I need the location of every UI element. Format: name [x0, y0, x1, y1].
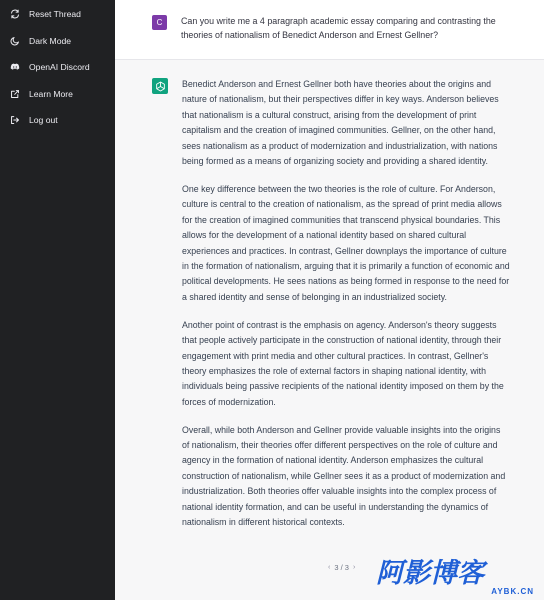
sidebar-item-dark-mode[interactable] — [0, 28, 115, 55]
next-response-button[interactable]: › — [352, 564, 356, 571]
sidebar — [0, 0, 115, 600]
watermark-url: AYBK.CN — [491, 587, 534, 596]
conversation-panel — [115, 0, 544, 600]
user-message-text: Can you write me a 4 paragraph academic essay comparing and contrasting the theories of nationalism of Benedict Anderson and Ernest Gellner? — [181, 16, 496, 40]
moon-icon — [10, 36, 20, 46]
essay-paragraph: Benedict Anderson and Ernest Gellner both have theories about the origins and nature of nationalism, but their perspectives differ in key ways. Anderson believes that nationalism is a cultural construct, arising from the development of print capitalism and the creation of imagined communities. Gellner, on the other hand, sees nationalism as a product of modernization and industrialization, with nations being formed as a means of organizing society and providing a shared identity. — [182, 79, 499, 167]
refresh-icon — [10, 9, 20, 19]
assistant-message — [115, 60, 544, 600]
response-pager — [328, 563, 355, 572]
watermark-title: 阿影博客 — [376, 558, 484, 588]
sidebar-item-label: OpenAI Discord — [29, 62, 90, 73]
sidebar-item-reset-thread[interactable] — [0, 1, 115, 28]
external-link-icon — [10, 89, 20, 99]
sidebar-item-log-out[interactable] — [0, 107, 115, 134]
essay-paragraph: Overall, while both Anderson and Gellner provide valuable insights into the origins of nationalism, their theories offer different perspectives on the role of culture and agency in the formation of national identity. Anderson emphasizes the cultural construction of nationalism, while Gellner sees it as a product of modernization and industrialization. Both theories offer valuable insights into the complex process of national identity formation, and can be useful in understanding the dynamics of nationalism in different historical contexts. — [182, 424, 506, 528]
pager-label: 3 / 3 — [334, 563, 349, 572]
watermark-logo — [376, 558, 536, 596]
previous-response-button[interactable]: ‹ — [328, 564, 331, 571]
discord-icon — [10, 62, 20, 72]
sidebar-item-openai-discord[interactable] — [0, 54, 115, 81]
essay-paragraph: Another point of contrast is the emphasis on agency. Anderson's theory suggests that people actively participate in the construction of national identity, through their engagement with print media and other cultural practices. In contrast, Gellner's theory emphasizes the role of external factors in shaping national identity, with individuals being passive recipients of the national identity imposed on them by the forces of modernization. — [182, 319, 504, 407]
sidebar-item-label: Learn More — [29, 88, 73, 99]
user-avatar: C — [152, 15, 167, 30]
sidebar-item-label: Log out — [29, 115, 58, 126]
essay-paragraph: One key difference between the two theories is the role of culture. For Anderson, culture is central to the creation of nationalism, as the spread of print media allows for the creation of imagined communities that transcend physical boundaries. This allows for the development of a national identity based on shared cultural experiences and practices. In contrast, Gellner downplays the importance of culture in the formation of nationalism, arguing that it is primarily a function of economic and political developments. He sees nations as being formed in response to the need for a shared identity and sense of belonging in an industrialized society. — [182, 183, 510, 302]
logout-icon — [10, 115, 20, 125]
assistant-message-text — [182, 77, 510, 543]
sidebar-item-learn-more[interactable] — [0, 81, 115, 108]
openai-logo-icon — [152, 78, 168, 94]
sidebar-item-label: Reset Thread — [29, 9, 81, 20]
sidebar-item-label: Dark Mode — [29, 35, 72, 46]
user-message — [115, 0, 544, 60]
